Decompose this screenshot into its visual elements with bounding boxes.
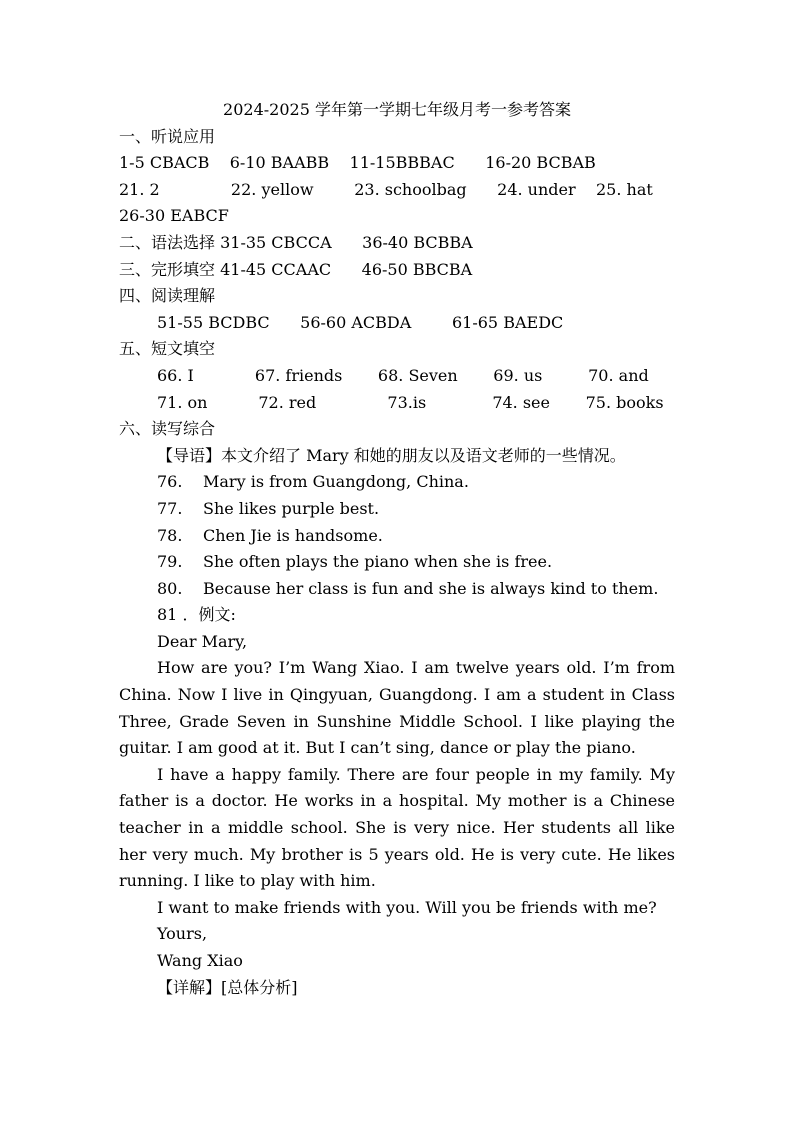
answer-number: 76. (157, 472, 183, 492)
section-6-guide: 【导语】本文介绍了 Mary 和她的朋友以及语文老师的一些情况。 (157, 445, 626, 465)
section-3-heading: 三、完形填空 41-45 CCAAC 46-50 BBCBA (119, 259, 473, 279)
answer-number: 80. (157, 578, 183, 598)
letter-closing: Yours, (157, 924, 208, 944)
answer-text: Because her class is fun and she is always kind to them. (203, 578, 659, 598)
section-6-heading: 六、读写综合 (119, 419, 216, 439)
section-1-row-2: 21. 2 22. yellow 23. schoolbag 24. under 25. hat (119, 179, 653, 199)
answer-sheet (119, 97, 675, 1001)
letter-paragraph-3: I want to make friends with you. Will you be friends with me? (157, 897, 657, 917)
example-label: 81 ．例文: (157, 605, 236, 625)
letter-greeting: Dear Mary, (157, 631, 248, 651)
answer-number: 77. (157, 498, 183, 518)
section-5-row-1: 66. I 67. friends 68. Seven 69. us 70. and (157, 365, 649, 385)
answer-number: 79. (157, 552, 183, 572)
answer-number: 78. (157, 525, 183, 545)
page-title: 2024-2025 学年第一学期七年级月考一参考答案 (223, 100, 571, 119)
section-1-heading: 一、听说应用 (119, 126, 216, 146)
section-2-heading: 二、语法选择 31-35 CBCCA 36-40 BCBBA (119, 232, 473, 252)
answer-text: She likes purple best. (203, 498, 380, 518)
detail-heading: 【详解】[总体分析] (157, 977, 298, 997)
answer-78 (119, 523, 675, 550)
answer-text: Mary is from Guangdong, China. (203, 472, 469, 492)
section-5-row-2: 71. on 72. red 73.is 74. see 75. books (157, 392, 664, 412)
section-4-heading: 四、阅读理解 (119, 286, 216, 306)
answer-76 (119, 469, 675, 496)
answer-77 (119, 496, 675, 523)
letter-paragraph-1: How are you? I’m Wang Xiao. I am twelve years old. I’m from China. Now I live in Qingyuan, Guangdong. I am a student in Class Three, Grade Seven in Sunshine Middle School. I like playing the guitar. I am good at it. But I can’t sing, dance or play the piano. (119, 658, 675, 758)
letter-signature: Wang Xiao (157, 951, 243, 970)
answer-80 (119, 576, 675, 603)
answer-text: Chen Jie is handsome. (203, 525, 383, 545)
section-1-row-1: 1-5 CBACB 6-10 BAABB 11-15BBBAC 16-20 BCBAB (119, 153, 596, 173)
section-4-row-1: 51-55 BCDBC 56-60 ACBDA 61-65 BAEDC (157, 312, 564, 332)
section-1-row-3: 26-30 EABCF (119, 206, 229, 226)
section-5-heading: 五、短文填空 (119, 339, 216, 359)
answer-text: She often plays the piano when she is free. (203, 552, 553, 572)
answer-79 (119, 549, 675, 576)
letter-paragraph-2: I have a happy family. There are four people in my family. My father is a doctor. He works in a hospital. My mother is a Chinese teacher in a middle school. She is very nice. Her students all like her very much. My brother is 5 years old. He is very cute. He likes running. I like to play with him. (119, 764, 675, 891)
